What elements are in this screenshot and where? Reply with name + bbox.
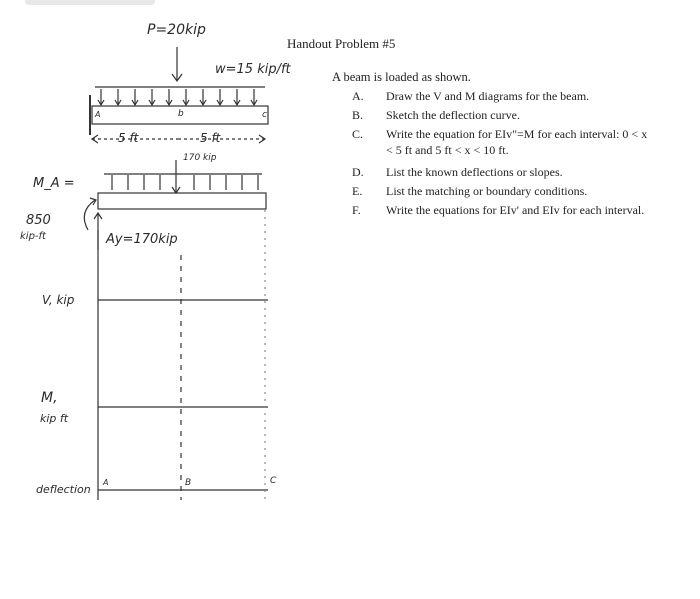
m-axis-label: M,: [41, 390, 58, 406]
defl-a-label: A: [103, 478, 109, 487]
dist-load-label: w=15 kip/ft: [215, 62, 291, 77]
span-1-label: 5 ft: [118, 131, 139, 145]
point-load-label: P=20kip: [147, 22, 206, 38]
span-2-label: 5 ft: [200, 131, 221, 145]
point-a-label: A: [95, 110, 101, 119]
dist-load-arrows: [98, 89, 257, 105]
task-text: Write the equations for EIv' and EIv for each interval.: [386, 203, 645, 217]
fbd-dist-arrows: [112, 175, 258, 190]
point-c-label: c: [262, 110, 267, 120]
task-letter: D.: [352, 165, 364, 179]
fbd-load-label: 170 kip: [183, 153, 217, 163]
defl-axis-label: deflection: [36, 483, 91, 496]
task-letter: B.: [352, 108, 364, 122]
task-letter: E.: [352, 184, 363, 198]
moment-value: 850: [26, 213, 51, 228]
task-letter: C.: [352, 127, 364, 141]
task-text: List the known deflections or slopes.: [386, 165, 563, 179]
fbd-beam: [98, 193, 266, 209]
task-letter: A.: [352, 89, 364, 103]
m-axis-unit: kip ft: [40, 412, 69, 425]
task-text: Draw the V and M diagrams for the beam.: [386, 89, 590, 103]
task-letter: F.: [352, 203, 361, 217]
moment-label: M_A =: [33, 176, 75, 191]
reaction-label: Ay=170kip: [106, 232, 178, 247]
v-axis-label: V, kip: [42, 293, 75, 307]
point-b-label: b: [178, 109, 184, 119]
defl-b-label: B: [185, 478, 192, 488]
task-text: List the matching or boundary conditions.: [386, 184, 588, 198]
defl-c-label: C: [270, 476, 277, 486]
task-text: Sketch the deflection curve.: [386, 108, 520, 122]
moment-unit: kip-ft: [20, 231, 46, 242]
problem-intro: A beam is loaded as shown.: [332, 70, 471, 84]
page-title: Handout Problem #5: [287, 36, 396, 51]
task-text: Write the equation for EIv"=M for each interval: 0 < x < 5 ft and 5 ft < x < 10 ft.: [386, 127, 648, 157]
